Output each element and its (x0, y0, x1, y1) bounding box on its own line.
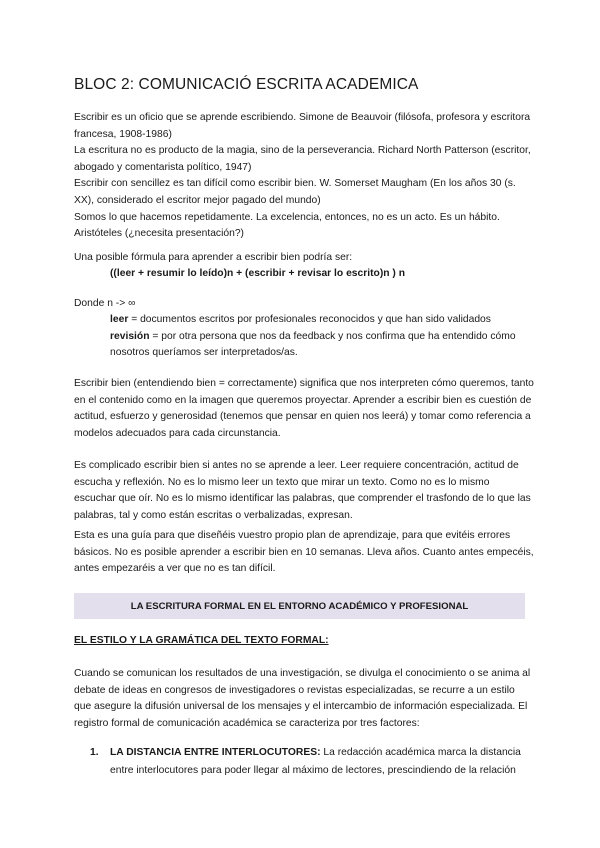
definition-leer: leer = documentos escritos por profesionales reconocidos y que han sido validados (110, 314, 491, 325)
formula-expression: ((leer + resumir lo leído)n + (escribir + revisar lo escrito)n ) n (110, 268, 405, 279)
quote-item: Escribir es un oficio que se aprende escribiendo. Simone de Beauvoir (filósofa, profesora y escritora francesa, 1908-1986) (74, 112, 531, 140)
page-title: BLOC 2: COMUNICACIÓ ESCRITA ACADEMICA (74, 76, 419, 93)
formula-intro: Una posible fórmula para aprender a escribir bien podría ser: (74, 252, 353, 263)
body-paragraph: Es complicado escribir bien si antes no se aprende a leer. Leer requiere concentración, actitud de escucha y reflexión. No es lo mismo leer un texto que mirar un texto. Como no es lo mismo escuchar que oír. No es lo mismo identificar las palabras, que comprender el trasfondo de lo que las palabras, tal y como están escritas o verbalizadas, expresan. (74, 460, 531, 521)
quote-item: Somos lo que hacemos repetidamente. La excelencia, entonces, no es un acto. Es un hábito. Aristóteles (¿necesita presentación?) (74, 211, 500, 240)
formal-paragraph: Cuando se comunican los resultados de una investigación, se divulga el conocimiento o se anima al debate de ideas en congresos de investigadores o revistas especializadas, se recurre a un estilo que asegure la difusión universal de los mensajes y el intercambio de información especializada. El registro formal de comunicación académica se caracteriza por tres factores: (74, 668, 531, 729)
list-number: 1. (90, 747, 99, 758)
definition-revision-cont: nosotros queríamos ser interpretados/as. (110, 347, 298, 359)
quotes-block (74, 110, 534, 243)
list-body: LA DISTANCIA ENTRE INTERLOCUTORES: La redacción académica marca la distancia entre interlocutores para poder llegar al máximo de lectores, prescindiendo de la relación (110, 747, 521, 776)
definitions-list (110, 312, 530, 362)
quote-item: Escribir con sencillez es tan difícil como escribir bien. W. Somerset Maugham (En los años 30 (s. XX), considerado el escritor mejor pagado del mundo) (74, 178, 516, 206)
section-subheading: EL ESTILO Y LA GRAMÁTICA DEL TEXTO FORMAL: (74, 635, 329, 646)
definition-where: Donde n -> ∞ (74, 298, 136, 309)
body-paragraph: Escribir bien (entendiendo bien = correctamente) significa que nos interpreten cómo queremos, tanto en el contenido como en la imagen que queremos proyectar. Aprender a escribir bien es cuestión de actitud, esfuerzo y generosidad (tenemos que pensar en quien nos leerá) y tomar como referencia a modelos adecuados para cada circunstancia. (74, 378, 534, 439)
quote-item: La escritura no es producto de la magia, sino de la perseverancia. Richard North Patterson (escritor, abogado y comentarista político, 1947) (74, 145, 531, 173)
section-banner: LA ESCRITURA FORMAL EN EL ENTORNO ACADÉMICO Y PROFESIONAL (74, 593, 525, 619)
body-paragraph: Esta es una guía para que diseñéis vuestro propio plan de aprendizaje, para que evitéis errores básicos. No es posible aprender a escribir bien en 10 semanas. Lleva años. Cuanto antes empecéis, antes empezaréis a ver que no es tan difícil. (74, 530, 534, 575)
definition-revision: revisión = por otra persona que nos da feedback y nos confirma que ha entendido cómo (110, 330, 516, 342)
